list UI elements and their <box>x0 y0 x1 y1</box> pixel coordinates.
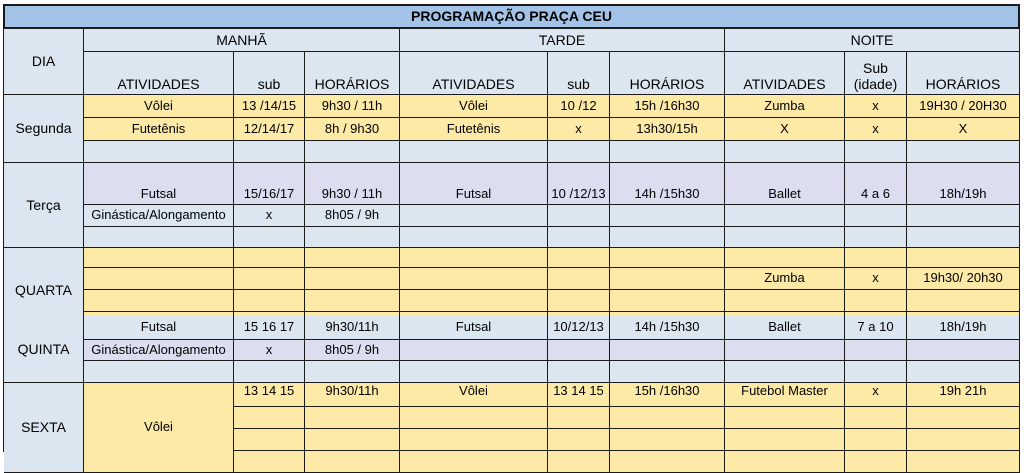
header-tarde: TARDE <box>400 29 725 52</box>
table-cell <box>548 340 610 361</box>
col-atividades-header: ATIVIDADES <box>400 52 548 95</box>
table-cell <box>845 205 907 227</box>
day-label: SEXTA <box>4 383 84 473</box>
table-cell <box>610 407 725 429</box>
table-cell <box>305 407 400 429</box>
table-cell: Zumba <box>725 95 845 118</box>
table-cell <box>84 227 234 248</box>
table-cell <box>610 290 725 312</box>
table-cell: x <box>845 118 907 141</box>
table-cell <box>400 451 548 473</box>
table-cell: Vôlei <box>400 95 548 118</box>
table-cell: 19h30/ 20h30 <box>907 268 1020 290</box>
table-cell <box>84 248 234 268</box>
table-cell <box>725 407 845 429</box>
table-cell: Vôlei <box>84 95 234 118</box>
table-cell <box>907 340 1020 361</box>
table-cell <box>907 141 1020 163</box>
table-cell <box>548 248 610 268</box>
table-cell <box>610 141 725 163</box>
table-cell: 10/12/13 <box>548 316 610 340</box>
table-cell <box>548 290 610 312</box>
table-cell <box>305 290 400 312</box>
table-cell <box>234 227 305 248</box>
table-cell: 19h 21h <box>907 383 1020 407</box>
table-cell: 7 a 10 <box>845 316 907 340</box>
table-cell <box>845 361 907 383</box>
table-cell <box>234 407 305 429</box>
table-cell: 9h30 / 11h <box>305 95 400 118</box>
col-horarios-header: HORÁRIOS <box>610 52 725 95</box>
table-cell: x <box>548 118 610 141</box>
table-cell <box>400 248 548 268</box>
table-cell <box>234 141 305 163</box>
table-cell: Futebol Master <box>725 383 845 407</box>
col-sub-header: Sub (idade) <box>845 52 907 95</box>
table-cell: 13 /14/15 <box>234 95 305 118</box>
table-cell: 15h /16h30 <box>610 95 725 118</box>
table-cell: Futsal <box>400 316 548 340</box>
col-sub-header: sub <box>548 52 610 95</box>
table-cell <box>400 227 548 248</box>
table-cell: 14h /15h30 <box>610 316 725 340</box>
table-cell: Futsal <box>84 316 234 340</box>
table-cell <box>725 141 845 163</box>
table-cell: Ballet <box>725 163 845 205</box>
table-cell: 8h / 9h30 <box>305 118 400 141</box>
table-cell <box>610 268 725 290</box>
table-cell: x <box>845 268 907 290</box>
table-cell <box>725 248 845 268</box>
table-cell: X <box>725 118 845 141</box>
table-cell: 9h30 / 11h <box>305 163 400 205</box>
table-cell: 13 14 15 <box>234 383 305 407</box>
table-cell: Futsal <box>400 163 548 205</box>
table-cell: x <box>234 205 305 227</box>
col-atividades-header: ATIVIDADES <box>84 52 234 95</box>
table-cell <box>845 141 907 163</box>
table-cell <box>845 248 907 268</box>
table-cell <box>610 340 725 361</box>
col-horarios-header: HORÁRIOS <box>305 52 400 95</box>
table-cell: 15h /16h30 <box>610 383 725 407</box>
table-cell <box>725 205 845 227</box>
table-cell: Ginástica/Alongamento <box>84 205 234 227</box>
table-cell <box>84 268 234 290</box>
col-atividades-header: ATIVIDADES <box>725 52 845 95</box>
table-cell: 8h05 / 9h <box>305 340 400 361</box>
table-cell <box>725 429 845 451</box>
header-noite: NOITE <box>725 29 1020 52</box>
table-cell <box>845 340 907 361</box>
table-cell: Ballet <box>725 316 845 340</box>
table-cell <box>725 290 845 312</box>
table-cell <box>610 429 725 451</box>
table-cell: x <box>234 340 305 361</box>
table-cell <box>234 429 305 451</box>
table-cell <box>305 141 400 163</box>
page-title: PROGRAMAÇÃO PRAÇA CEU <box>3 4 1020 29</box>
table-cell <box>234 268 305 290</box>
table-cell: 19H30 / 20H30 <box>907 95 1020 118</box>
table-cell <box>725 451 845 473</box>
table-cell <box>400 429 548 451</box>
table-cell <box>305 361 400 383</box>
table-cell <box>548 141 610 163</box>
table-cell: 12/14/17 <box>234 118 305 141</box>
merged-activity-cell: Vôlei <box>84 383 234 473</box>
table-cell <box>305 268 400 290</box>
table-cell <box>400 340 548 361</box>
table-cell <box>725 340 845 361</box>
table-cell <box>907 290 1020 312</box>
table-cell <box>548 407 610 429</box>
table-cell <box>84 141 234 163</box>
table-cell <box>907 451 1020 473</box>
table-cell: 8h05 / 9h <box>305 205 400 227</box>
table-cell <box>907 205 1020 227</box>
table-cell: X <box>907 118 1020 141</box>
table-cell <box>610 205 725 227</box>
table-cell: Ginástica/Alongamento <box>84 340 234 361</box>
table-cell <box>400 141 548 163</box>
table-cell <box>400 290 548 312</box>
table-cell: x <box>845 95 907 118</box>
table-cell <box>234 451 305 473</box>
table-cell <box>845 429 907 451</box>
table-cell <box>845 290 907 312</box>
table-cell: 9h30/11h <box>305 383 400 407</box>
table-cell <box>400 407 548 429</box>
table-cell <box>84 361 234 383</box>
table-cell <box>234 361 305 383</box>
table-cell: 14h /15h30 <box>610 163 725 205</box>
table-cell: 15/16/17 <box>234 163 305 205</box>
day-label: QUINTA <box>4 316 84 383</box>
table-cell <box>907 227 1020 248</box>
table-cell: Futetênis <box>400 118 548 141</box>
table-cell: 9h30/11h <box>305 316 400 340</box>
table-cell: Futsal <box>84 163 234 205</box>
table-cell <box>725 227 845 248</box>
table-cell <box>400 205 548 227</box>
day-label: Segunda <box>4 95 84 163</box>
day-label: QUARTA <box>4 248 84 334</box>
table-cell: 18h/19h <box>907 163 1020 205</box>
table-cell <box>610 227 725 248</box>
table-cell: Futetênis <box>84 118 234 141</box>
table-cell: Zumba <box>725 268 845 290</box>
table-cell: 4 a 6 <box>845 163 907 205</box>
table-cell: 15 16 17 <box>234 316 305 340</box>
col-horarios-header: HORÁRIOS <box>907 52 1020 95</box>
table-cell: x <box>845 383 907 407</box>
table-cell <box>548 205 610 227</box>
table-cell <box>548 268 610 290</box>
table-cell: 18h/19h <box>907 316 1020 340</box>
table-cell: 10 /12 <box>548 95 610 118</box>
header-manha: MANHÃ <box>84 29 400 52</box>
col-sub-header: sub <box>234 52 305 95</box>
table-cell <box>610 451 725 473</box>
table-cell <box>305 248 400 268</box>
table-cell <box>725 361 845 383</box>
table-cell <box>84 290 234 312</box>
table-cell <box>548 429 610 451</box>
table-cell <box>305 451 400 473</box>
table-cell <box>845 227 907 248</box>
table-cell: 10 /12/13 <box>548 163 610 205</box>
table-cell <box>234 290 305 312</box>
day-label: Terça <box>4 163 84 248</box>
table-cell <box>907 248 1020 268</box>
table-cell <box>548 451 610 473</box>
table-cell <box>548 227 610 248</box>
table-cell <box>845 407 907 429</box>
table-cell <box>610 361 725 383</box>
table-cell <box>610 248 725 268</box>
table-cell: 13 14 15 <box>548 383 610 407</box>
header-dia: DIA <box>4 29 84 95</box>
table-cell <box>305 227 400 248</box>
table-cell <box>548 361 610 383</box>
table-cell <box>907 407 1020 429</box>
table-cell <box>400 268 548 290</box>
table-cell: 13h30/15h <box>610 118 725 141</box>
table-cell <box>907 361 1020 383</box>
table-cell <box>907 429 1020 451</box>
table-cell: Vôlei <box>400 383 548 407</box>
table-cell <box>400 361 548 383</box>
table-cell <box>305 429 400 451</box>
table-cell <box>845 451 907 473</box>
table-cell <box>234 248 305 268</box>
